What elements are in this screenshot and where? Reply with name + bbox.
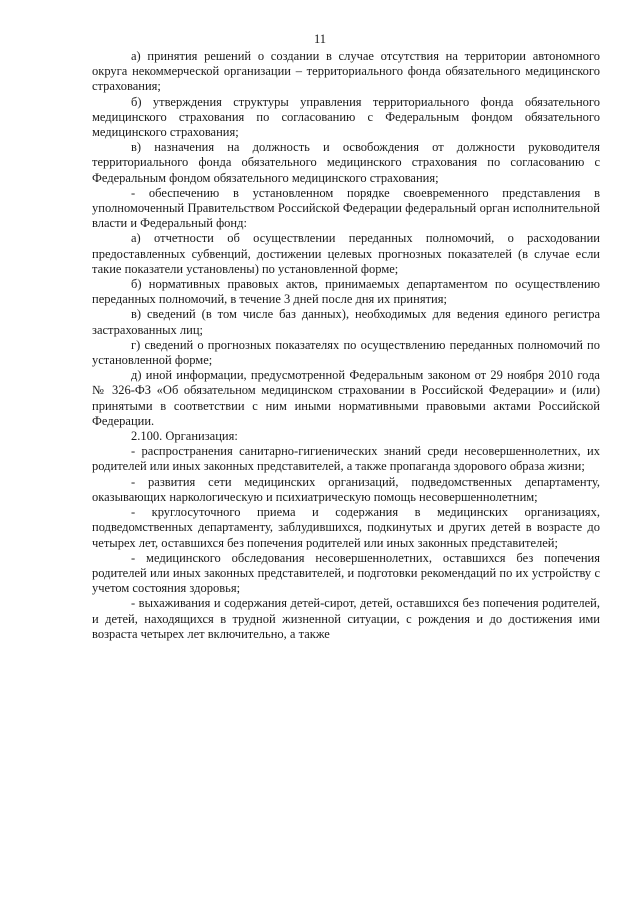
paragraph-reporting-g: г) сведений о прогнозных показателях по осуществлению переданных полномочий по установленной форме;	[92, 337, 600, 368]
list-item-medical-examination: - медицинского обследования несовершеннолетних, оставшихся без попечения родителей или иных законных представителей, и подготовки рекомендаций по их устройству с учетом состояния здоровья;	[92, 550, 600, 596]
list-item-round-the-clock-care: - круглосуточного приема и содержания в медицинских организациях, подведомственных департаменту, заблудившихся, подкинутых и других детей в возрасте до четырех лет, оставшихся без попечения родителей или иных законных представителей;	[92, 505, 600, 550]
document-body	[92, 49, 600, 642]
paragraph-2-99-a: а) принятия решений о создании в случае отсутствия на территории автономного округа некоммерческой организации – территориального фонда обязательного медицинского страхования;	[92, 49, 600, 94]
paragraph-reporting-b: б) нормативных правовых актов, принимаемых департаментом по осуществлению переданных полномочий, в течение 3 дней после дня их принятия;	[92, 277, 600, 307]
section-heading-2-100: 2.100. Организация:	[131, 429, 238, 444]
paragraph-2-99-b: б) утверждения структуры управления территориального фонда обязательного медицинского страхования по согласованию с Федеральным фондом обязательного медицинского страхования;	[92, 94, 600, 140]
paragraph-reporting-d: д) иной информации, предусмотренной Федеральным законом от 29 ноября 2010 года № 326-ФЗ «Об обязательном медицинском страховании в Российской Федерации» и (или) принятыми в соответствии с ним иными нормативными правовыми актами Российской Федерации.	[92, 368, 600, 428]
paragraph-2-99-v: в) назначения на должность и освобождения от должности руководителя территориального фонда обязательного медицинского страхования по согласованию с Федеральным фондом обязательного медицинского страхования;	[92, 140, 600, 185]
list-item-network-development: - развития сети медицинских организаций, подведомственных департаменту, оказывающих наркологическую и психиатрическую помощь несовершеннолетним;	[92, 474, 600, 504]
paragraph-reporting-a: а) отчетности об осуществлении переданных полномочий, о расходовании предоставленных субвенций, достижении целевых прогнозных показателей (в случае если такие показатели установлены) по установленной форме;	[92, 231, 600, 276]
list-item-hygiene-knowledge: - распространения санитарно-гигиенических знаний среди несовершеннолетних, их родителей или иных законных представителей, а также пропаганда здорового образа жизни;	[92, 444, 600, 474]
page-number: 11	[313, 32, 327, 46]
paragraph-reporting-v: в) сведений (в том числе баз данных), необходимых для ведения единого регистра застрахованных лиц;	[92, 307, 600, 337]
list-item-nursing-orphans: - выхаживания и содержания детей-сирот, детей, оставшихся без попечения родителей, и детей, находящихся в трудной жизненной ситуации, с рождения и до достижения ими возраста четырех лет включительно, а также	[92, 596, 600, 641]
paragraph-reporting-intro: - обеспечению в установленном порядке своевременного представления в уполномоченный Правительством Российской Федерации федеральный орган исполнительной власти и Федеральный фонд:	[92, 185, 600, 231]
